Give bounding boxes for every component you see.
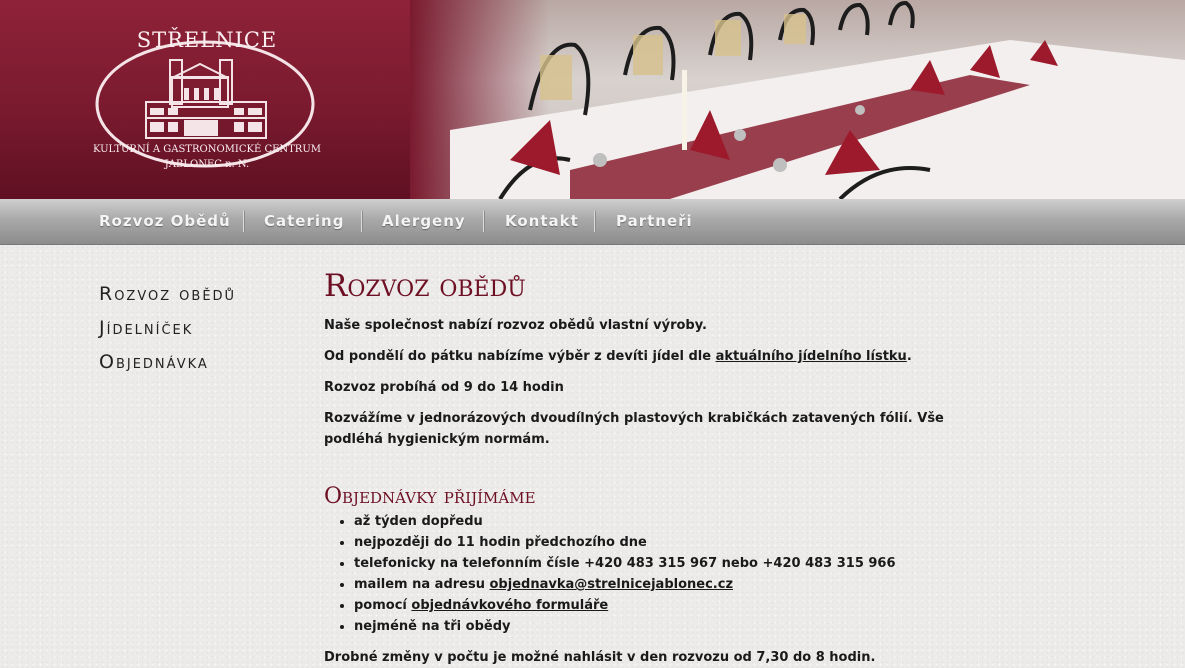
nav-item-kontakt[interactable]: Kontakt	[505, 212, 579, 230]
nav-item-catering[interactable]: Catering	[264, 212, 345, 230]
orders-heading: Objednávky přijímáme	[324, 484, 536, 509]
list-item: • až týden dopředu	[354, 511, 974, 532]
menu-paragraph	[324, 346, 974, 367]
menu-text: Od pondělí do pátku nabízíme výběr z devíti jídel dle	[324, 349, 716, 364]
main-nav	[0, 199, 1185, 245]
nav-separator	[483, 211, 485, 232]
nav-separator	[594, 211, 596, 232]
nav-item-alergeny[interactable]: Alergeny	[382, 212, 466, 230]
logo-city: JABLONEC n. N.	[164, 159, 250, 170]
email-link[interactable]: objednavka@strelnicejablonec.cz	[489, 577, 734, 592]
orders-list	[324, 511, 974, 637]
form-label: pomocí	[354, 598, 412, 613]
nav-separator	[361, 211, 363, 232]
email-label: mailem na adresu	[354, 577, 490, 592]
logo-subtitle: KULTURNÍ A GASTRONOMICKÉ CENTRUM	[92, 144, 322, 155]
sidebar-item-jidelnicek[interactable]: Jídelníček	[99, 317, 194, 339]
site-logo[interactable]	[92, 22, 322, 182]
sidebar-item-rozvoz-obedu[interactable]: Rozvoz obědů	[99, 283, 237, 305]
nav-item-partneri[interactable]: Partneři	[616, 212, 693, 230]
menu-link[interactable]: aktuálního jídelního lístku	[715, 349, 907, 364]
changes-paragraph: Drobné změny v počtu je možné nahlásit v den rozvozu od 7,30 do 8 hodin.	[324, 650, 876, 665]
sidebar-item-objednavka[interactable]: Objednávka	[99, 351, 209, 373]
list-item: • telefonicky na telefonním čísle +420 483 315 967 nebo +420 483 315 966	[354, 553, 974, 574]
nav-item-rozvoz-obedu[interactable]: Rozvoz Obědů	[99, 212, 231, 230]
hours-paragraph: Rozvoz probíhá od 9 do 14 hodin	[324, 380, 564, 395]
page-title: Rozvoz obědů	[324, 268, 526, 304]
list-item	[354, 574, 974, 595]
site-header	[0, 0, 1185, 199]
main-content	[324, 266, 974, 668]
order-form-link[interactable]: objednávkového formuláře	[411, 598, 609, 613]
list-item: • nejméně na tři obědy	[354, 616, 974, 637]
menu-text-end: .	[906, 349, 912, 364]
list-item	[354, 595, 974, 616]
list-item: • nejpozději do 11 hodin předchozího dne	[354, 532, 974, 553]
logo-title: STŘELNICE	[136, 28, 278, 52]
nav-separator	[243, 211, 245, 232]
intro-paragraph: Naše společnost nabízí rozvoz obědů vlastní výroby.	[324, 318, 707, 333]
header-photo-banquet	[410, 0, 1185, 199]
packaging-paragraph: Rozvážíme v jednorázových dvoudílných plastových krabičkách zatavených fólií. Vše podléhá hygienickým normám.	[324, 411, 944, 447]
